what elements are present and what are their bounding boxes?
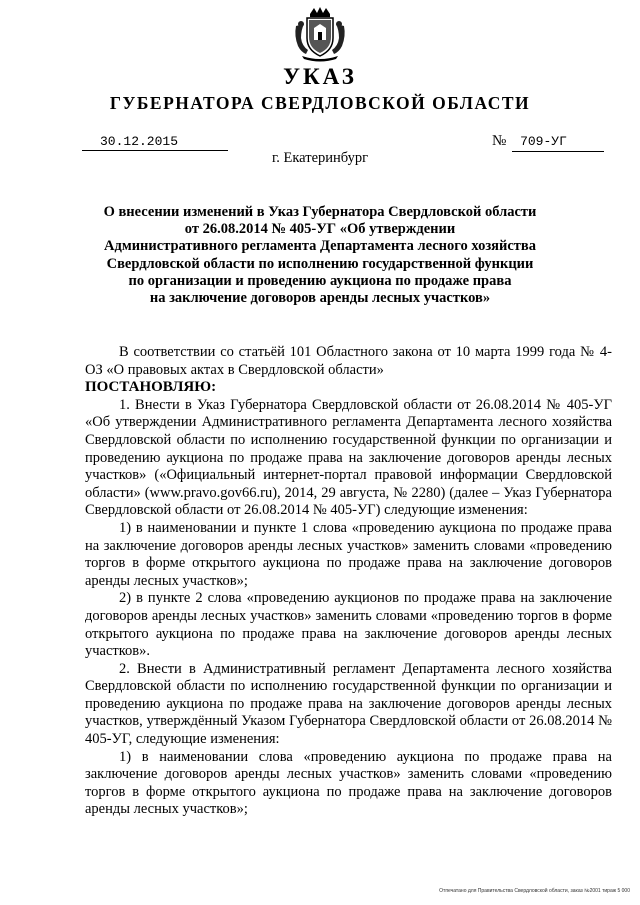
heading-line: Свердловской области по исполнению государственной функции — [106, 255, 534, 272]
coat-of-arms-emblem — [292, 6, 348, 62]
document-type-title: УКАЗ — [283, 64, 357, 89]
number-label: № — [492, 133, 507, 149]
subparagraph-2-1: 1) в наименовании слова «проведению аукциона по продаже права на заключение договоров аренды лесных участков» заменить словами «проведению торгов в форме открытого аукциона по продаже права на заключение договоров аренды лесных участков»; — [85, 748, 612, 818]
document-number: 709-УГ — [512, 133, 604, 152]
issuer-title: ГУБЕРНАТОРА СВЕРДЛОВСКОЙ ОБЛАСТИ — [109, 93, 531, 113]
document-body — [85, 344, 612, 819]
heading-line: Административного регламента Департамента лесного хозяйства — [104, 238, 536, 255]
intro-paragraph: В соответствии со статьёй 101 Областного закона от 10 марта 1999 года № 4-ОЗ «О правовых актах в Свердловской области» — [85, 344, 612, 378]
resolve-keyword: ПОСТАНОВЛЯЮ: — [85, 379, 217, 396]
document-number-block — [492, 132, 604, 152]
heading-line: по организации и проведению аукциона по продаже права — [128, 272, 512, 289]
document-heading — [60, 204, 580, 307]
paragraph-2: 2. Внести в Административный регламент Департамента лесного хозяйства Свердловской области по исполнению государственной функции по организации и проведению аукциона по продаже права на заключение договоров аренды лесных участков, утверждённый Указом Губернатора Свердловской области от 26.08.2014 № 405-УГ, следующие изменения: — [85, 660, 612, 748]
subparagraph-1-1: 1) в наименовании и пункте 1 слова «проведению аукциона по продаже права на заключение договоров аренды лесных участков» заменить словами «проведению торгов в форме открытого аукциона по продаже права на заключение договоров аренды лесных участков»; — [85, 519, 612, 589]
print-footer-note: Отпечатано для Правительства Свердловской области, заказ №2001 тираж 5 000 — [439, 888, 630, 894]
subparagraph-1-2: 2) в пункте 2 слова «проведению аукционов по продаже права на заключение договоров аренды лесных участков» заменить словами «проведению торгов в форме открытого аукциона по продаже права на заключение договоров аренды лесных участков». — [85, 590, 612, 660]
heading-line: О внесении изменений в Указ Губернатора Свердловской области — [103, 204, 537, 220]
city-line: г. Екатеринбург — [271, 150, 369, 166]
heading-line: на заключение договоров аренды лесных участков» — [149, 290, 491, 307]
heading-line: от 26.08.2014 № 405-УГ «Об утверждении — [184, 221, 456, 238]
paragraph-1: 1. Внести в Указ Губернатора Свердловской области от 26.08.2014 № 405-УГ «Об утверждении Административного регламента Департамента лесного хозяйства Свердловской области по исполнению государственной функции по организации и проведению аукциона по продаже права на заключение договоров аренды лесных участков» («Официальный интернет-портал правовой информации Свердловской области» (www.pravo.gov66.ru), 2014, 29 августа, № 2280) (далее – Указ Губернатора Свердловской области от 26.08.2014 № 405-УГ) следующие изменения: — [85, 396, 612, 519]
document-date: 30.12.2015 — [82, 134, 228, 151]
